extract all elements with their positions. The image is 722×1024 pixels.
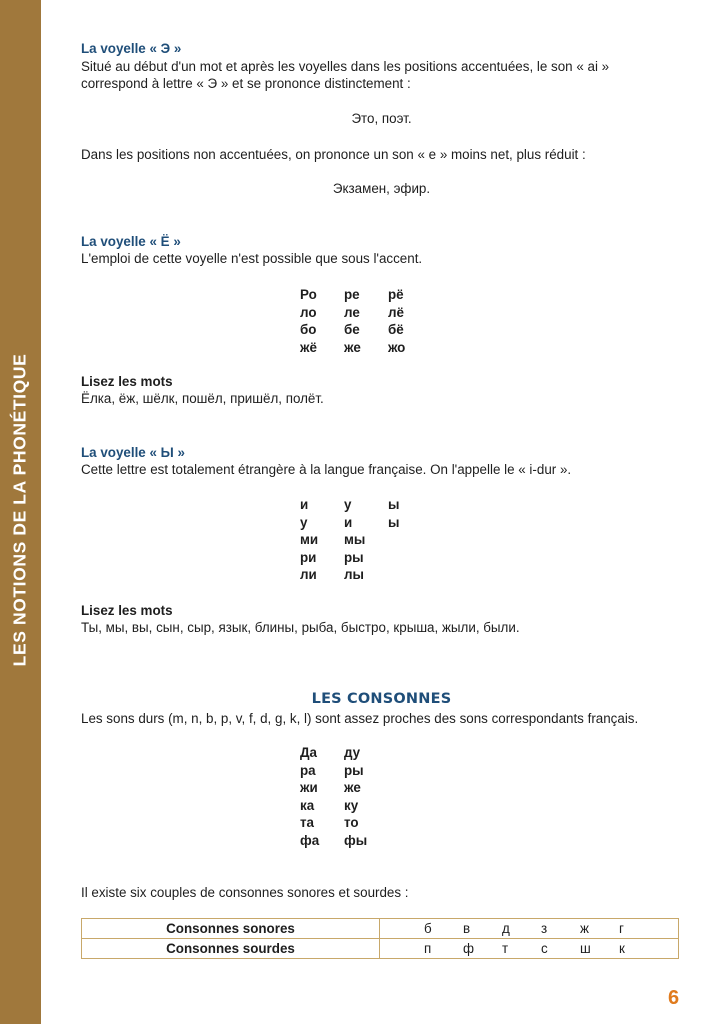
grid-row: [300, 779, 367, 797]
grid-row: [300, 304, 405, 322]
consonnes-line1: Les sons durs (m, n, b, p, v, f, d, g, k, l) sont assez proches des sons correspondants français.: [81, 711, 639, 726]
grid-cell: то: [344, 815, 359, 830]
grid-cell: бе: [344, 322, 360, 337]
grid-cell: же: [344, 339, 361, 355]
section-e-example1: Это, поэт.: [351, 111, 412, 126]
syllable-grid-yo: [300, 286, 405, 356]
sidebar-band: [0, 0, 41, 1024]
grid-row: [300, 321, 405, 339]
grid-row: [300, 797, 367, 815]
grid-cell: ы: [388, 514, 400, 530]
letter-cell: т: [502, 941, 509, 956]
grid-cell: та: [300, 815, 315, 830]
grid-cell: ли: [300, 567, 317, 582]
grid-cell: ку: [344, 797, 359, 813]
grid-cell: же: [344, 780, 361, 795]
grid-cell: ры: [344, 549, 364, 565]
letter-cell: ж: [580, 921, 589, 936]
letter-cell: с: [541, 941, 548, 956]
grid-row: [300, 496, 399, 514]
syllable-grid-y: [300, 496, 399, 584]
page-number: 6: [668, 987, 680, 1009]
grid-cell: мы: [344, 532, 366, 547]
table-header-sonores: Consonnes sonores: [82, 919, 380, 939]
grid-cell: жи: [300, 780, 318, 795]
grid-cell: лы: [344, 567, 364, 582]
grid-row: [300, 531, 399, 549]
table-letters-sourdes: [380, 939, 679, 959]
grid-cell: бо: [300, 322, 317, 337]
letter-cell: в: [463, 921, 471, 936]
grid-row: [300, 566, 399, 584]
grid-cell: ка: [300, 797, 315, 813]
letter-cell: д: [502, 921, 510, 936]
grid-cell: Да: [300, 745, 317, 760]
read-words-title-y: Lisez les mots: [81, 603, 173, 618]
section-e-title: La voyelle « Э »: [81, 41, 182, 56]
section-e-line3: Dans les positions non accentuées, on prononce un son « e » moins net, plus réduit :: [81, 147, 586, 162]
grid-cell: лё: [388, 304, 404, 320]
grid-row: [300, 549, 399, 567]
section-yo-line1: L'emploi de cette voyelle n'est possible que sous l'accent.: [81, 251, 423, 266]
grid-cell: фа: [300, 832, 320, 848]
section-e-line2: correspond à lettre « Э » et se prononce distinctement :: [81, 76, 411, 91]
grid-cell: ри: [300, 549, 317, 565]
grid-cell: ы: [388, 497, 400, 512]
grid-cell: ра: [300, 762, 316, 778]
grid-cell: ры: [344, 762, 364, 778]
grid-cell: ло: [300, 304, 317, 320]
grid-cell: у: [344, 497, 352, 512]
grid-row: [300, 286, 405, 304]
letter-cell: г: [619, 921, 624, 936]
read-words-y: Ты, мы, вы, сын, сыр, язык, блины, рыба, быстро, крыша, жыли, были.: [81, 620, 520, 635]
letter-cell: ш: [580, 941, 591, 956]
grid-cell: Ро: [300, 287, 317, 302]
sidebar-label: LES NOTIONS DE LA PHONÉTIQUE: [9, 353, 30, 667]
letter-cell: б: [424, 921, 432, 936]
grid-cell: ми: [300, 532, 319, 547]
grid-cell: и: [300, 497, 309, 512]
grid-row: [300, 832, 367, 850]
grid-cell: жё: [300, 339, 317, 355]
table-header-sourdes: Consonnes sourdes: [82, 939, 380, 959]
grid-row: [300, 814, 367, 832]
letter-cell: к: [619, 941, 625, 956]
grid-cell: ле: [344, 304, 360, 320]
grid-cell: и: [344, 514, 353, 530]
grid-cell: ре: [344, 287, 360, 302]
grid-cell: рё: [388, 287, 404, 302]
grid-row: [300, 762, 367, 780]
grid-row: [300, 744, 367, 762]
letter-cell: п: [424, 941, 432, 956]
letter-cell: з: [541, 921, 548, 936]
syllable-grid-consonnes: [300, 744, 367, 849]
table-letters-sonores: [380, 919, 679, 939]
section-e-line1: Situé au début d'un mot et après les voyelles dans les positions accentuées, le son « ai »: [81, 59, 610, 74]
table-row-sonores: [82, 919, 679, 939]
consonnes-table: [81, 918, 679, 959]
section-e-example2: Экзамен, эфир.: [332, 181, 431, 196]
section-yo-title: La voyelle « Ё »: [81, 234, 181, 249]
grid-row: [300, 339, 405, 357]
table-row-sourdes: [82, 939, 679, 959]
read-words-title-yo: Lisez les mots: [81, 374, 173, 389]
letter-cell: ф: [463, 941, 475, 956]
grid-cell: у: [300, 514, 308, 530]
grid-cell: жо: [388, 339, 406, 355]
grid-cell: бё: [388, 322, 404, 337]
section-y-title: La voyelle « Ы »: [81, 445, 185, 460]
grid-cell: фы: [344, 832, 368, 848]
consonnes-title: LES CONSONNES: [311, 691, 452, 707]
grid-cell: ду: [344, 745, 361, 760]
read-words-yo: Ёлка, ёж, шёлк, пошёл, пришёл, полёт.: [81, 391, 324, 406]
consonnes-line2: Il existe six couples de consonnes sonores et sourdes :: [81, 885, 409, 900]
section-y-line1: Cette lettre est totalement étrangère à la langue française. On l'appelle le « i-dur ».: [81, 462, 572, 477]
grid-row: [300, 514, 399, 532]
